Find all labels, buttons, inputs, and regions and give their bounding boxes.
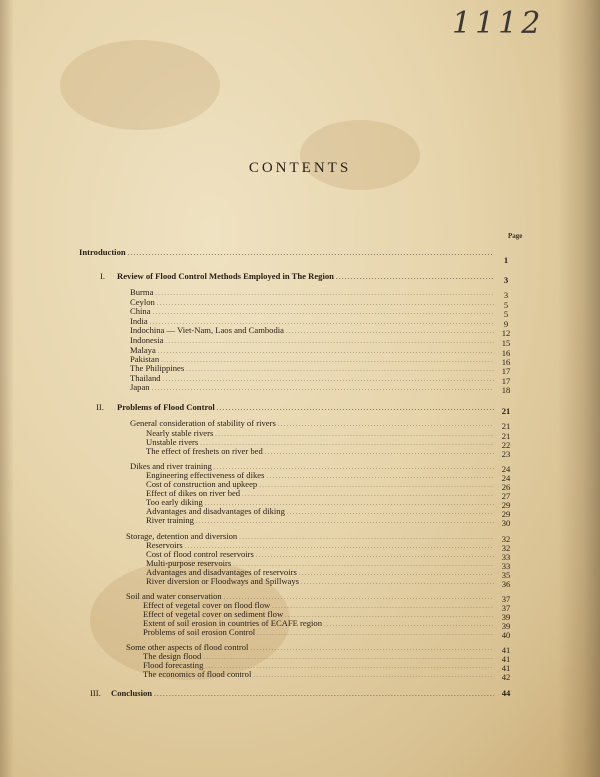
toc-entry-page: 3 <box>503 290 509 300</box>
toc-entry-page: 18 <box>501 385 511 395</box>
toc-entry-introduction <box>79 247 509 265</box>
toc-entry-label: The design flood <box>143 651 202 661</box>
toc-entry-page: 40 <box>501 630 511 640</box>
toc-entry-page: 32 <box>501 543 511 553</box>
toc-entry-label: Japan <box>130 382 150 392</box>
toc-entry-page: 22 <box>501 440 511 450</box>
toc-item <box>143 669 511 682</box>
toc-entry-page: 24 <box>501 473 511 483</box>
toc-entry-label: Advantages and disadvantages of reservoirs <box>146 567 297 577</box>
toc-entry-label: Dikes and river training <box>130 461 212 471</box>
toc-section-3 <box>111 688 511 700</box>
toc-entry-label: Introduction <box>79 247 126 257</box>
toc-entry-label: Problems of Flood Control <box>117 402 215 412</box>
toc-entry-label: The effect of freshets on river bed <box>146 446 263 456</box>
toc-entry-label: Unstable rivers <box>146 437 199 447</box>
toc-item <box>130 382 511 395</box>
toc-entry-page: 37 <box>501 603 511 613</box>
toc-entry-page: 41 <box>501 654 511 664</box>
toc-entry-page: 21 <box>501 431 511 441</box>
toc-entry-label: Reservoirs <box>146 540 183 550</box>
toc-entry-page: 36 <box>501 579 511 589</box>
toc-entry-page: 1 <box>503 255 509 265</box>
paper-edge-left <box>0 0 14 777</box>
toc-entry-page: 29 <box>501 500 511 510</box>
toc-entry-label: Review of Flood Control Methods Employed in The Region <box>117 271 334 281</box>
toc-entry-label: Some other aspects of flood control <box>126 642 249 652</box>
toc-entry-label: The economics of flood control <box>143 669 252 679</box>
toc-entry-page: 39 <box>501 612 511 622</box>
section-numeral: II. <box>96 402 104 412</box>
toc-entry-label: Nearly stable rivers <box>146 428 214 438</box>
toc-entry-page: 23 <box>501 449 511 459</box>
toc-entry-label: River training <box>146 515 194 525</box>
toc-entry-label: Soil and water conservation <box>126 591 222 601</box>
toc-entry-label: Malaya <box>130 345 156 355</box>
paper-stain <box>60 40 220 130</box>
paper-stain <box>300 120 420 190</box>
toc-entry-page: 26 <box>501 482 511 492</box>
toc-entry-label: Indochina — Viet-Nam, Laos and Cambodia <box>130 325 284 335</box>
dot-leader <box>196 517 494 527</box>
page-column-label: Page <box>508 232 523 240</box>
toc-entry-label: Advantages and disadvantages of diking <box>146 506 285 516</box>
page-title: CONTENTS <box>248 160 352 176</box>
dot-leader <box>301 578 494 588</box>
toc-entry-page: 29 <box>501 509 511 519</box>
toc-section-1 <box>117 271 509 285</box>
toc-entry-label: Thailand <box>130 373 161 383</box>
toc-entry-label: General consideration of stability of rivers <box>130 418 276 428</box>
dot-leader <box>128 249 494 259</box>
dot-leader <box>336 273 494 283</box>
toc-entry-page: 41 <box>501 663 511 673</box>
toc-entry-page: 17 <box>501 366 511 376</box>
toc-entry-label: Multi-purpose reservoirs <box>146 558 232 568</box>
dot-leader <box>257 629 494 639</box>
toc-entry-page: 5 <box>503 309 509 319</box>
toc-entry-label: Effect of vegetal cover on flood flow <box>143 600 271 610</box>
toc-entry-page: 12 <box>501 328 511 338</box>
toc-entry-page: 44 <box>501 688 511 698</box>
toc-entry-page: 42 <box>501 672 511 682</box>
toc-entry-label: The Philippines <box>130 363 185 373</box>
toc-entry-label: Engineering effectiveness of dikes <box>146 470 265 480</box>
section-numeral: I. <box>100 271 106 281</box>
toc-entry-page: 27 <box>501 491 511 501</box>
toc-entry-page: 32 <box>501 534 511 544</box>
toc-entry-label: Extent of soil erosion in countries of ECAFE region <box>143 618 323 628</box>
dot-leader <box>217 404 494 414</box>
toc-section-2 <box>117 402 511 416</box>
toc-entry-page: 16 <box>501 357 511 367</box>
toc-entry-page: 21 <box>501 421 511 431</box>
toc-item <box>146 446 511 459</box>
toc-entry-page: 17 <box>501 376 511 386</box>
toc-entry-page: 30 <box>501 518 511 528</box>
dot-leader <box>152 384 494 394</box>
toc-entry-label: China <box>130 306 151 316</box>
toc-entry-page: 39 <box>501 621 511 631</box>
toc-entry-label: India <box>130 316 148 326</box>
toc-entry-page: 21 <box>501 406 511 416</box>
toc-entry-page: 16 <box>501 348 511 358</box>
toc-entry-page: 15 <box>501 338 511 348</box>
toc-entry-page: 33 <box>501 552 511 562</box>
toc-entry-page: 5 <box>503 300 509 310</box>
toc-entry-label: Cost of construction and upkeep <box>146 479 258 489</box>
toc-entry-label: Effect of vegetal cover on sediment flow <box>143 609 284 619</box>
dot-leader <box>265 448 494 458</box>
toc-entry-label: Effect of dikes on river bed <box>146 488 241 498</box>
toc-entry-label: River diversion or Floodways and Spillways <box>146 576 300 586</box>
toc-item <box>143 627 511 640</box>
toc-item <box>146 576 511 589</box>
toc-entry-label: Pakistan <box>130 354 160 364</box>
toc-entry-label: Problems of soil erosion Control <box>143 627 256 637</box>
toc-entry-label: Indonesia <box>130 335 164 345</box>
toc-entry-page: 24 <box>501 464 511 474</box>
toc-entry-page: 33 <box>501 561 511 571</box>
dot-leader <box>253 671 494 681</box>
toc-entry-page: 37 <box>501 594 511 604</box>
toc-entry-label: Flood forecasting <box>143 660 204 670</box>
dot-leader <box>154 690 494 700</box>
toc-entry-label: Too early diking <box>146 497 203 507</box>
section-numeral: III. <box>90 688 101 698</box>
toc-entry-page: 35 <box>501 570 511 580</box>
paper-edge-right <box>558 0 600 777</box>
toc-entry-page: 3 <box>503 275 509 285</box>
toc-item <box>146 515 511 528</box>
toc-entry-label: Storage, detention and diversion <box>126 531 238 541</box>
toc-entry-page: 41 <box>501 645 511 655</box>
toc-entry-label: Burma <box>130 287 154 297</box>
toc-entry-page: 9 <box>503 319 509 329</box>
toc-entry-label: Conclusion <box>111 688 153 698</box>
handwritten-number: 1112 <box>452 6 545 41</box>
toc-entry-label: Cost of flood control reservoirs <box>146 549 254 559</box>
toc-entry-label: Ceylon <box>130 297 155 307</box>
